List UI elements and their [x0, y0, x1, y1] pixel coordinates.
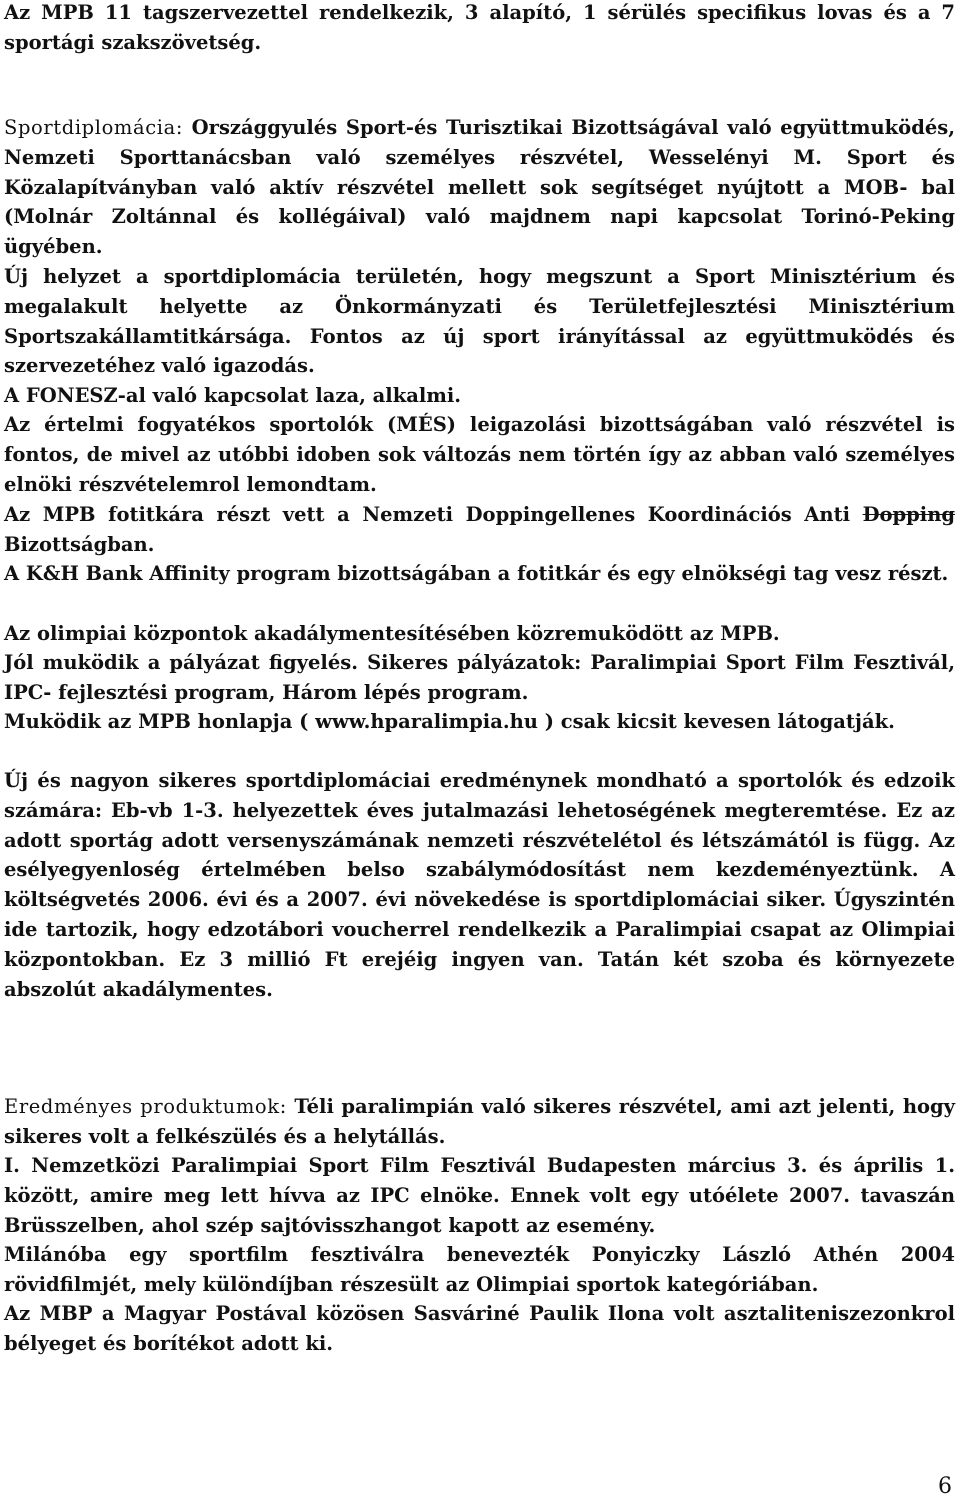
- kh-bank-text: A K&H Bank Affinity program bizottságában a fotitkár és egy elnökségi tag vesz részt.: [4, 562, 949, 585]
- doping-text-end: Bizottságban.: [4, 532, 155, 556]
- results-paragraph: [4, 1092, 955, 1152]
- film-festival-text: I. Nemzetközi Paralimpiai Sport Film Fesztivál Budapesten március 3. és április 1. között, amire meg lett hívva az IPC elnöke. Ennek volt egy utóélete 2007. tavaszán Brüsszelben, ahol szép sajtóvisszhangot kapott az esemény.: [4, 1154, 955, 1237]
- intro-text: Az MPB 11 tagszervezettel rendelkezik, 3 alapító, 1 sérülés specifikus lovas és a 7 sportági szakszövetség.: [4, 1, 955, 54]
- sport-diplomacy-paragraph: [4, 113, 955, 262]
- kh-bank-paragraph: [4, 559, 955, 589]
- olympic-centers-paragraph: [4, 619, 955, 649]
- website-paragraph: [4, 707, 955, 737]
- olympic-centers-text: Az olimpiai központok akadálymentesítésében közremuködött az MPB.: [4, 622, 780, 645]
- mes-paragraph: [4, 410, 955, 499]
- success-paragraph: [4, 766, 955, 1004]
- fonesz-paragraph: [4, 381, 955, 411]
- new-situation-text: Új helyzet a sportdiplomácia területén, hogy megszunt a Sport Minisztérium és megalakult helyette az Önkormányzati és Területfejlesztési Minisztérium Sportszakállamtitkársága. Fontos az új sport irányítással az együttmuködés és szervezetéhez való igazodás.: [4, 265, 955, 378]
- sport-diplomacy-text: Országgyulés Sport-és Turisztikai Bizottságával való együttmuködés, Nemzeti Sporttanácsban való személyes részvétel, Wesselényi M. Sport és Közalapítványban való aktív részvétel mellett sok segítséget nyújtott a MOB- bal (Molnár Zoltánnal és kollégáival) való majdnem napi kapcsolat Torinó-Peking ügyében.: [4, 116, 955, 259]
- stamps-paragraph: [4, 1299, 955, 1359]
- sport-diplomacy-heading: Sportdiplomácia:: [4, 116, 183, 139]
- milan-paragraph: [4, 1240, 955, 1300]
- tenders-text: Jól muködik a pályázat figyelés. Sikeres pályázatok: Paralimpiai Sport Film Fesztivál, IPC- fejlesztési program, Három lépés program.: [4, 651, 955, 704]
- results-heading: Eredményes produktumok:: [4, 1095, 287, 1118]
- mes-text: Az értelmi fogyatékos sportolók (MÉS) leigazolási bizottságában való részvétel is fontos, de mivel az utóbbi idoben sok változás nem történ így az abban való személyes elnöki részvételemrol lemondtam.: [4, 413, 955, 496]
- page-number: 6: [938, 1474, 952, 1499]
- intro-paragraph: [4, 0, 955, 58]
- website-text: Muködik az MPB honlapja ( www.hparalimpia.hu ) csak kicsit kevesen látogatják.: [4, 710, 895, 733]
- doping-text: Az MPB fotitkára részt vett a Nemzeti Doppingellenes Koordinációs Anti: [4, 503, 863, 526]
- film-festival-paragraph: [4, 1151, 955, 1240]
- milan-text: Milánóba egy sportfilm fesztiválra benevezték Ponyiczky László Athén 2004 rövidfilmjét, mely különdíjban részesült az Olimpiai sportok kategóriában.: [4, 1243, 955, 1296]
- new-situation-paragraph: [4, 262, 955, 381]
- fonesz-text: A FONESZ-al való kapcsolat laza, alkalmi.: [4, 384, 462, 407]
- success-text: Új és nagyon sikeres sportdiplomáciai eredménynek mondható a sportolók és edzoik számára: Eb-vb 1-3. helyezettek éves jutalmazási lehetoségének megteremtése. Ez az adott sportág adott versenyszámának nemzeti részvételétol és létszámától is függ. Az esélyegyenloség értelmében belso szabálymódosítást nem kezdeményeztünk. A költségvetés 2006. évi és a 2007. évi növekedése is sportdiplomáciai siker. Úgyszintén ide tartozik, hogy edzotábori voucherrel rendelkezik a Paralimpiai csapat az Olimpiai központokban. Ez 3 millió Ft erejéig ingyen van. Tatán két szoba és környezete abszolút akadálymentes.: [4, 769, 955, 1001]
- doping-paragraph: [4, 500, 955, 560]
- results-text: Téli paralimpián való sikeres részvétel, ami azt jelenti, hogy sikeres volt a felkészülés és a helytállás.: [4, 1095, 955, 1148]
- doping-struck-word: Dopping: [862, 503, 955, 526]
- stamps-text: Az MBP a Magyar Postával közösen Sasváriné Paulik Ilona volt asztaliteniszezonkrol bélyeget és borítékot adott ki.: [4, 1302, 955, 1355]
- tenders-paragraph: [4, 648, 955, 708]
